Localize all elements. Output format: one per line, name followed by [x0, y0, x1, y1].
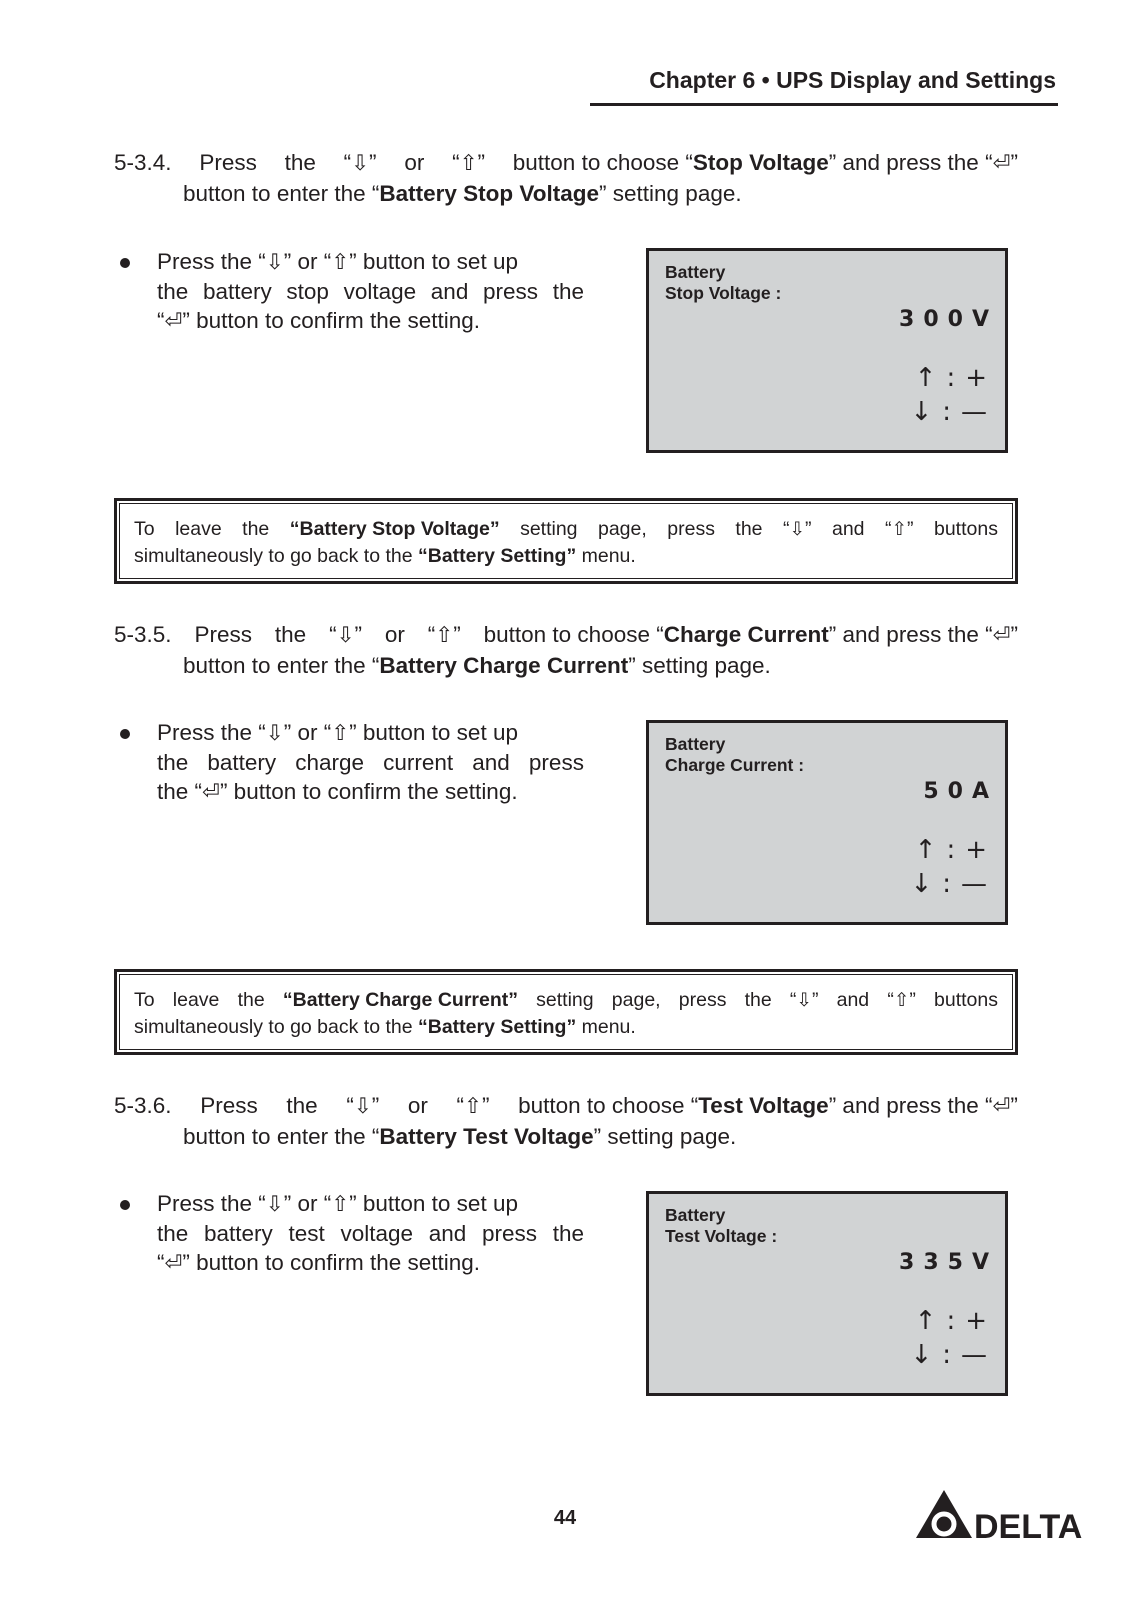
- lcd-screen-stop-voltage: [646, 248, 1008, 453]
- lcd-label-line: Battery: [665, 734, 726, 754]
- word: Press: [200, 1093, 258, 1118]
- text: simultaneously to go back to the: [134, 545, 418, 567]
- bullet-line-3: [157, 777, 584, 807]
- choose-text: button to choose “Stop Voltage” and press the “⏎”: [513, 148, 1018, 179]
- word: the: [242, 518, 270, 540]
- note-box: [114, 498, 1018, 584]
- word: the: [552, 279, 584, 304]
- text: menu.: [576, 545, 636, 567]
- enter-icon: ⏎: [992, 151, 1011, 176]
- lcd-value: 300V: [899, 307, 998, 332]
- page-name: Battery Charge Current: [379, 653, 629, 678]
- bullet-dot: [120, 1200, 130, 1210]
- word: or: [404, 150, 425, 175]
- chapter-title: Chapter 6 • UPS Display and Settings: [649, 67, 1056, 93]
- word: the: [744, 989, 772, 1011]
- lcd-label-line: Charge Current :: [665, 755, 805, 775]
- lcd-label-line: Test Voltage :: [665, 1226, 778, 1246]
- word: the: [286, 1093, 318, 1118]
- lcd-label-line: Battery: [665, 1205, 726, 1225]
- step-number: 5-3.5.: [114, 622, 172, 647]
- word: and: [472, 750, 510, 775]
- bullet-line-3: “⏎” button to confirm the setting.: [157, 1250, 481, 1276]
- page-name: Battery Test Voltage: [379, 1124, 594, 1149]
- text: ” setting page.: [628, 653, 771, 678]
- up-arrow-icon: ⇧: [331, 721, 350, 746]
- word: buttons: [934, 989, 998, 1011]
- colon: :: [946, 1306, 956, 1336]
- lcd-value: 335V: [899, 1250, 998, 1275]
- word: and: [428, 1221, 467, 1246]
- word: and: [430, 279, 469, 304]
- lcd-label-line: Battery: [665, 262, 726, 282]
- text: simultaneously to go back to the: [134, 1016, 418, 1038]
- enter-icon: ⏎: [164, 1251, 183, 1276]
- word: the: [735, 518, 763, 540]
- note-line-1: [134, 516, 998, 543]
- word: voltage: [340, 1221, 414, 1246]
- step-5-3-6: [114, 1091, 1018, 1152]
- up-button-ref: “⇧”: [428, 620, 461, 651]
- step-5-3-4: [114, 148, 1018, 209]
- word: To: [134, 518, 155, 540]
- colon: :: [942, 1340, 951, 1370]
- text: ” and press the “: [828, 622, 993, 647]
- word: the: [157, 750, 189, 775]
- word: setting: [520, 518, 578, 540]
- text: ” button to set up: [349, 1191, 518, 1216]
- step-number: 5-3.6.: [114, 1093, 172, 1118]
- lcd-screen-charge-current: [646, 720, 1008, 925]
- word: the: [284, 150, 316, 175]
- menu-name: “Battery Setting”: [418, 1016, 577, 1038]
- word: setting: [536, 989, 594, 1011]
- step-line-2: [114, 179, 1018, 209]
- down-arrow-icon: ⇩: [796, 990, 812, 1011]
- up-arrow-icon: ⇧: [435, 623, 454, 648]
- arrow-down-icon: ↓: [910, 869, 933, 899]
- word: leave: [172, 989, 220, 1011]
- word: and: [831, 518, 865, 540]
- text: button to choose “: [483, 622, 664, 647]
- bullet-item: [120, 1189, 584, 1278]
- down-arrow-icon: ⇩: [336, 623, 355, 648]
- up-arrow-icon: ⇧: [331, 250, 350, 275]
- down-button-ref: “⇩”: [329, 620, 362, 651]
- word: press: [667, 518, 715, 540]
- choose-text: button to choose “Test Voltage” and press the “⏎”: [518, 1091, 1018, 1122]
- word: voltage: [343, 279, 417, 304]
- text: ” button to set up: [349, 720, 518, 745]
- word: the: [157, 1221, 189, 1246]
- step-line-2: [114, 1122, 1018, 1152]
- up-button-ref: “⇧”: [885, 516, 914, 543]
- lcd-label: [665, 734, 804, 776]
- text: ” button to confirm the setting.: [219, 779, 518, 804]
- minus-icon: —: [961, 1340, 987, 1370]
- note-line-1: [134, 987, 998, 1014]
- bullet-item: [120, 247, 584, 336]
- choose-text: button to choose “Charge Current” and press the “⏎”: [484, 620, 1018, 651]
- arrow-up-icon: ↑: [914, 1306, 937, 1336]
- text: ” button to confirm the setting.: [182, 1250, 481, 1275]
- page-name: “Battery Stop Voltage”: [289, 518, 500, 540]
- colon: :: [946, 363, 956, 393]
- lcd-controls: [910, 1304, 987, 1372]
- step-5-3-5: [114, 620, 1018, 681]
- step-line-2: [114, 651, 1018, 681]
- lcd-screen-test-voltage: [646, 1191, 1008, 1396]
- word: battery: [207, 750, 277, 775]
- down-arrow-icon: ⇩: [351, 151, 370, 176]
- text: ” setting page.: [593, 1124, 737, 1149]
- text: ” setting page.: [599, 181, 742, 206]
- arrow-up-icon: ↑: [914, 363, 937, 393]
- bullet-dot: [120, 258, 130, 268]
- enter-icon: ⏎: [992, 623, 1011, 648]
- up-arrow-icon: ⇧: [331, 1192, 350, 1217]
- word: test: [288, 1221, 325, 1246]
- up-arrow-icon: ⇧: [459, 151, 478, 176]
- word: the: [157, 279, 189, 304]
- word: page,: [597, 518, 647, 540]
- arrow-down-icon: ↓: [910, 1340, 933, 1370]
- text: button to choose “: [512, 150, 693, 175]
- text: ” and press the “: [828, 1093, 993, 1118]
- word: battery: [203, 1221, 273, 1246]
- plus-icon: +: [965, 835, 987, 865]
- note-line-2: [134, 543, 998, 569]
- note-box: [114, 969, 1018, 1055]
- option-name: Charge Current: [663, 622, 829, 647]
- word: the: [274, 622, 307, 647]
- page-name: “Battery Charge Current”: [282, 989, 518, 1011]
- text: button to enter the “: [183, 1124, 380, 1149]
- down-arrow-icon: ⇩: [789, 519, 806, 540]
- word: current: [383, 750, 454, 775]
- text: ” button to set up: [349, 249, 518, 274]
- word: press: [483, 279, 539, 304]
- lcd-label: [665, 1205, 777, 1247]
- bullet-line-1: Press the “⇩” or “⇧” button to set up: [157, 249, 518, 275]
- down-button-ref: “⇩”: [346, 1091, 379, 1122]
- enter-icon: ⏎: [202, 780, 220, 805]
- word: battery: [202, 279, 272, 304]
- word: To: [134, 989, 155, 1011]
- page-number: 44: [553, 1507, 577, 1529]
- up-button-ref: “⇧”: [887, 987, 916, 1014]
- text: button to choose “: [518, 1093, 699, 1118]
- option-name: Stop Voltage: [692, 150, 829, 175]
- bullet-line-2: [157, 1219, 584, 1248]
- text: ” and press the “: [828, 150, 993, 175]
- enter-icon: ⏎: [992, 1094, 1011, 1119]
- text: Press the “: [157, 249, 266, 274]
- word: stop: [286, 279, 329, 304]
- up-arrow-icon: ⇧: [464, 1094, 482, 1119]
- text: Press the “: [157, 720, 266, 745]
- bullet-line-3: “⏎” button to confirm the setting.: [157, 308, 481, 334]
- down-button-ref: “⇩”: [783, 516, 812, 543]
- colon: :: [946, 835, 956, 865]
- lcd-label-line: Stop Voltage :: [665, 283, 782, 303]
- word: charge: [295, 750, 365, 775]
- word: the: [237, 989, 265, 1011]
- word: and: [836, 989, 870, 1011]
- word: buttons: [933, 518, 998, 540]
- word: Press: [199, 150, 257, 175]
- plus-icon: +: [965, 1306, 987, 1336]
- bullet-line-2: [157, 748, 584, 777]
- bullet-line-2: [157, 277, 584, 306]
- plus-icon: +: [965, 363, 987, 393]
- minus-icon: —: [961, 397, 987, 427]
- down-button-ref: “⇩”: [344, 148, 377, 179]
- word: press: [528, 750, 584, 775]
- up-arrow-icon: ⇧: [891, 519, 908, 540]
- word: press: [481, 1221, 538, 1246]
- page-name: Battery Stop Voltage: [379, 181, 600, 206]
- chapter-header: [590, 66, 1058, 106]
- word: the: [552, 1221, 584, 1246]
- down-arrow-icon: ⇩: [265, 250, 284, 275]
- text: button to enter the “: [183, 653, 380, 678]
- text: Press the “: [157, 1191, 266, 1216]
- word: leave: [175, 518, 222, 540]
- up-arrow-icon: ⇧: [893, 990, 910, 1011]
- up-button-ref: “⇧”: [457, 1091, 490, 1122]
- note-line-2: [134, 1014, 998, 1040]
- down-arrow-icon: ⇩: [265, 1192, 284, 1217]
- arrow-down-icon: ↓: [910, 397, 933, 427]
- down-arrow-icon: ⇩: [265, 721, 284, 746]
- bullet-line-1: Press the “⇩” or “⇧” button to set up: [157, 720, 518, 746]
- text: button to enter the “: [183, 181, 380, 206]
- step-number: 5-3.4.: [114, 150, 172, 175]
- word: or: [407, 1093, 428, 1118]
- minus-icon: —: [961, 869, 987, 899]
- arrow-up-icon: ↑: [914, 835, 937, 865]
- menu-name: “Battery Setting”: [418, 545, 577, 567]
- lcd-controls: [910, 361, 987, 429]
- bullet-line-1: Press the “⇩” or “⇧” button to set up: [157, 1191, 518, 1217]
- down-arrow-icon: ⇩: [353, 1094, 372, 1119]
- text: ” button to confirm the setting.: [182, 308, 481, 333]
- down-button-ref: “⇩”: [790, 987, 819, 1014]
- word: Press: [194, 622, 252, 647]
- bullet-dot: [120, 729, 130, 739]
- lcd-label: [665, 262, 781, 304]
- colon: :: [942, 869, 951, 899]
- colon: :: [942, 397, 951, 427]
- bullet-item: [120, 718, 584, 807]
- logo-text: DELTA: [974, 1508, 1083, 1546]
- delta-logo: [914, 1488, 1083, 1546]
- lcd-value: 50A: [923, 779, 998, 804]
- word: or: [384, 622, 405, 647]
- enter-icon: ⏎: [164, 309, 183, 334]
- word: page,: [611, 989, 661, 1011]
- text: menu.: [576, 1016, 636, 1038]
- word: press: [678, 989, 727, 1011]
- up-button-ref: “⇧”: [452, 148, 485, 179]
- option-name: Test Voltage: [698, 1093, 829, 1118]
- lcd-controls: [910, 833, 987, 901]
- text: the “: [157, 779, 203, 804]
